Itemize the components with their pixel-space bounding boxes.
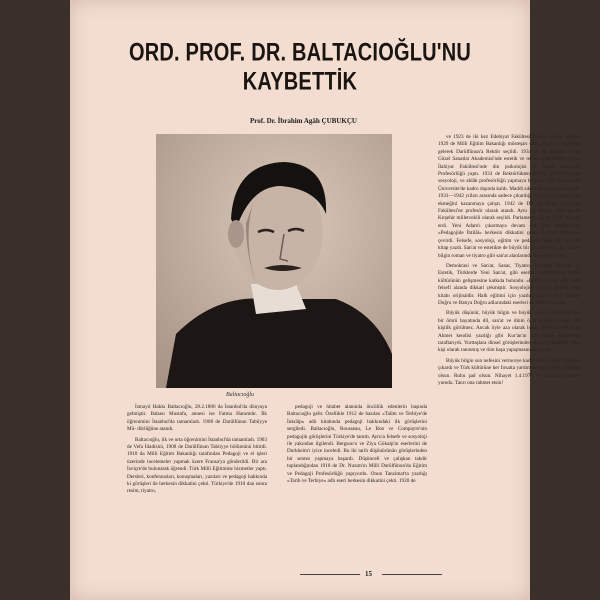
paragraph: Baltacıoğlu, ilk ve orta öğrenimini İstanbul'da tamamladı. 1903 de Vefa İdadisini, 1908 de Darülfünun Tabiiyye bölümünü bitirdi. 1910 da Milli Eğitim Bakanlığı tarafından Pedagoji ve el işleri üzerinde incelemeler yapmak üzere Fransa'ya gönderildi. Bir ara İsviçre'de bulunarak öğrendi. Türk Milli Eğitimine hizmetler yaptı. Dersleri, konferansları, konuşmaları, yazıları ve pedagoji hakkında ki görüşleri ile herkesin dikkatini çekti. Türkiye'de 1910 dan sonra resim, tiyatro, bbox=[127, 436, 267, 495]
article-title: ORD. PROF. DR. BALTACIOĞLU'NU KAYBETTİK bbox=[128, 39, 472, 96]
paragraph: ve 1923 de iki kez Edebiyat Fakültesi Dekanı olarak seçildi. 1929 de Milli Eğitim Bakanlığı müsteşarı oldu. Aynı yıl İstanbula gelerek Darülfünun'a Rektör seçildi. 1934 de ek görevli olarak Güzel Sanatlar Akademisi'nde estetik ve resim öğretmenliği yaptı. İlahiyat Fakültesi'nde din psikolojisi ve İslam Edebiyatı Profesörlüğü yaptı. 1933 de Rektörlükten ayrıldı. Darülfünun'da sosyoloji, ve ahlâk profesörlüğü yapmaya başladı. 1933 de kurulan Üniversite'de kadro dışında kaldı. Maddi sıkıntılar çekmeye başladı. 1933—1942 yılları arasında sadece çıkardığı Yeni Adam Dergisi ile ekmeğini kazanmaya çalıştı. 1942 de Dil ve Tarih—Coğrafya Fakültesi'ne profesör olarak atandı. Aynı yıl Afyon, 1946 da da Kırşehir milletvekili olarak seçildi. Parlamento hayatı 1950 de sona erdi. Yeni Adam'ı çıkarmaya devam etti. Son eserlerinden «Pedagojide İhtilâl» herkesin dikkatini çekti. Kur'an'ı Türkçeye çevirdi. Felsefe, sosyoloji, eğitim ve pedagoji hakkında bir çok kitap yazdı. San'at ve estetikte de büyük bir hizmeti oldu. Bu büyük bilgin roman ve tiyatro gibi san'at alanlarında da eserler verdi. bbox=[438, 134, 580, 259]
photo-caption: Baltacıoğlu bbox=[226, 392, 254, 398]
magazine-page bbox=[70, 0, 580, 600]
page-number: 15 bbox=[365, 570, 372, 578]
text-column-middle bbox=[287, 404, 427, 488]
page-number-rule-right bbox=[382, 574, 442, 575]
page-number-rule-left bbox=[300, 574, 360, 575]
portrait-illustration bbox=[156, 134, 392, 388]
paragraph: Demokrasi ve San'at, Sanat, Tiyatro, Karagöz Tekniği ve Estetik, Türklerde Yeni San'at, gibi eserleri yurdumuzda san'at kültürünün gelişmesine katkıda bulundu. «Kalbin Gözü» adlı eseri felsefi alanda dikkati çekmiştir. Sosyolojide İçtimai Mektep adlı kitabı orijinaldir. Halk eğitimi için yazdığı Halkın Evi, Türkçe Doğru ve Batıya Doğru adlarındaki eserleri sevilerek okundu. bbox=[438, 262, 580, 306]
text-column-right bbox=[438, 134, 580, 390]
text-column-left bbox=[127, 404, 267, 499]
paragraph: Büyük bilgin son nefesini verinceye kadar Yeni Adam Dergisini çıkardı ve Türk kültürüne her fırsatta yardım etmeye çalıştı. Rahmet olsun. Ruhu şad olsun. Nihayet 1.4.1978 de hayata gözlerini yumdu. Tanrı ona rahmet etsin! bbox=[438, 357, 580, 386]
portrait-photo bbox=[156, 134, 392, 388]
paragraph: Büyük düşünür, büyük bilgin ve büyük insan Baltacıoğlu'nun bir ömrü hayatında dil, san'at ve dinin öyle uyumlu olduğu bir kişilik görülmez. Ancak öyle aza olarak hesap edilirken dönemin Ahmet kendisi yazdığı gibi Kur'an'ın ana diline çevrilmesi taraftarıydı. Yurttaşlara dinsel görüşlerinden dolayı muhalefet eden kişi olarak tanınmış ve tüm başa yapışmasına karşı idi. bbox=[438, 310, 580, 354]
article-byline: Prof. Dr. İbrahim Agâh ÇUBUKÇU bbox=[250, 117, 357, 125]
paragraph: pedagoji ve hitabet alanında öncülük edenlerin başında Baltacıoğlu gelir. Özellikle 1912 de basılan «Talim ve Terbiye'de İnkılâp» adlı kitabında pedagoji hakkındaki ilk görüşlerini sergiledi. Baltacıoğlu, Rousseau, Le Bon ve Compayre'nin pedagojik görüşlerini Türkiye'de tanıttı. Ayrıca felsefe ve sosyoloji ile yakından ilgilendi. Bergson'u ve Ziya Gökalp'in eserlerini de Durkheim'ı iyice inceledi. Bu iki tarih düşünürünün görüşlerinden bir sentez yapmaya başardı. Düşünceli ve çalışkan takdir toplandığından 1918 de Dr. Nuzım'ın Milli Darülfünun'da Eğitim ve Pedagoji Profesörlüğü yapıyordu. Onun Tanzimat'ta yazdığı «Tarih ve Terbiye» adlı eseri herkesin dikkatini çekti. 1920 de bbox=[287, 404, 427, 485]
paragraph: İsmayıl Hakkı Baltacıoğlu, 28.2.1886 da İstanbul'da dünyaya gelmiştir. Babası Mustafa, annesi ise Fatma Hanımdır. İlk öğrenimini İstanbul'da tamamladı. 1908 de Darülfünun Tabiiyye Mü- dürlüğüne atandı. bbox=[127, 404, 267, 433]
